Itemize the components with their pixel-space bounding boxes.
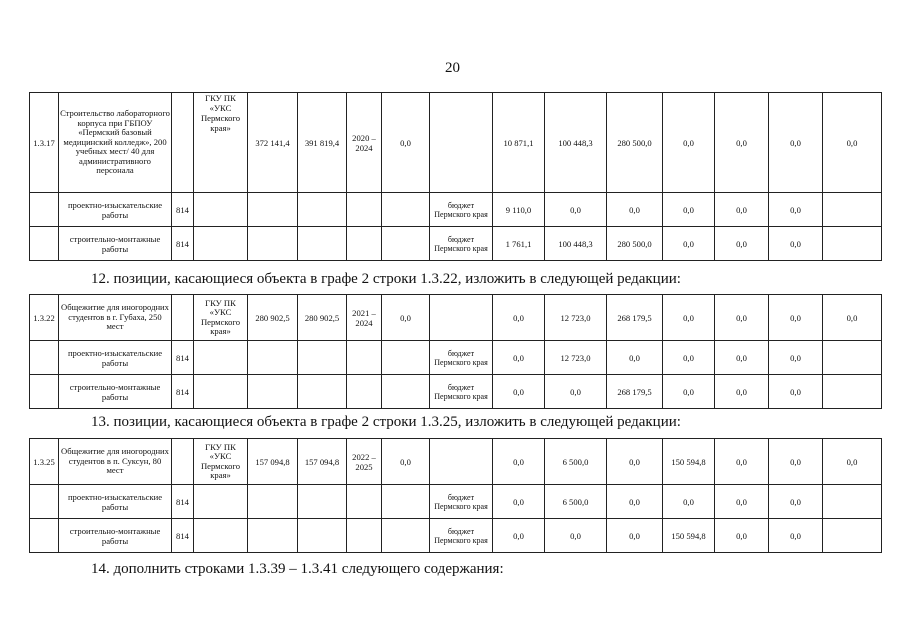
value-cell: 150 594,8 — [663, 519, 715, 553]
value-cell — [382, 227, 430, 261]
value-cell: 0,0 — [769, 295, 823, 341]
value-cell: 0,0 — [607, 341, 663, 375]
section-heading-13: 13. позиции, касающиеся объекта в графе 2 строки 1.3.25, изложить в следующей редакции: — [91, 414, 681, 430]
value-cell: 0,0 — [607, 193, 663, 227]
period-cell: 2022 – 2025 — [347, 439, 382, 485]
value-cell: 0,0 — [663, 93, 715, 193]
source-cell: бюджет Пермского края — [430, 227, 493, 261]
value-cell: 12 723,0 — [545, 295, 607, 341]
period-cell: 2020 – 2024 — [347, 93, 382, 193]
value-cell: 0,0 — [382, 93, 430, 193]
value-cell: 372 141,4 — [248, 93, 298, 193]
period-cell — [347, 375, 382, 409]
value-cell: 268 179,5 — [607, 295, 663, 341]
value-cell: 0,0 — [663, 227, 715, 261]
value-cell: 157 094,8 — [298, 439, 347, 485]
page-number: 20 — [445, 60, 460, 76]
value-cell — [298, 193, 347, 227]
customer-cell — [194, 485, 248, 519]
code-cell: 814 — [172, 227, 194, 261]
value-cell — [248, 375, 298, 409]
table-row — [30, 193, 882, 227]
value-cell: 0,0 — [769, 341, 823, 375]
code-cell: 814 — [172, 519, 194, 553]
value-cell: 0,0 — [715, 193, 769, 227]
value-cell: 0,0 — [715, 375, 769, 409]
value-cell — [298, 485, 347, 519]
row-number — [30, 193, 59, 227]
value-cell: 10 871,1 — [493, 93, 545, 193]
table-row-1-3-25 — [29, 438, 882, 553]
value-cell: 268 179,5 — [607, 375, 663, 409]
value-cell — [823, 341, 882, 375]
value-cell — [248, 341, 298, 375]
row-number: 1.3.25 — [30, 439, 59, 485]
source-cell — [430, 295, 493, 341]
value-cell: 0,0 — [823, 439, 882, 485]
section-heading-14: 14. дополнить строками 1.3.39 – 1.3.41 следующего содержания: — [91, 561, 504, 577]
customer-cell — [194, 341, 248, 375]
table-row — [30, 375, 882, 409]
value-cell: 12 723,0 — [545, 341, 607, 375]
value-cell — [298, 375, 347, 409]
table-row — [30, 519, 882, 553]
row-number — [30, 519, 59, 553]
value-cell — [382, 519, 430, 553]
table-row — [30, 295, 882, 341]
value-cell: 0,0 — [715, 341, 769, 375]
value-cell — [298, 519, 347, 553]
value-cell: 0,0 — [769, 193, 823, 227]
table-row — [30, 93, 882, 193]
period-cell — [347, 519, 382, 553]
period-cell — [347, 193, 382, 227]
source-cell: бюджет Пермского края — [430, 341, 493, 375]
code-cell: 814 — [172, 193, 194, 227]
value-cell: 0,0 — [607, 485, 663, 519]
value-cell: 0,0 — [382, 295, 430, 341]
source-cell: бюджет Пермского края — [430, 485, 493, 519]
table-row — [30, 227, 882, 261]
work-type: строительно-монтажные работы — [59, 375, 172, 409]
source-cell: бюджет Пермского края — [430, 519, 493, 553]
table-row — [30, 439, 882, 485]
period-cell — [347, 341, 382, 375]
value-cell: 0,0 — [545, 193, 607, 227]
value-cell — [382, 341, 430, 375]
code-cell: 814 — [172, 375, 194, 409]
customer-cell: ГКУ ПК «УКС Пермского края» — [194, 439, 248, 485]
row-number — [30, 227, 59, 261]
value-cell: 0,0 — [663, 295, 715, 341]
object-name: Строительство лабораторного корпуса при ГБПОУ «Пермский базовый медицинский колледж», 200 учебных мест/ 40 для административного персонала — [59, 93, 172, 193]
value-cell: 0,0 — [715, 227, 769, 261]
value-cell: 0,0 — [769, 519, 823, 553]
code-cell — [172, 93, 194, 193]
table-row — [30, 341, 882, 375]
value-cell — [823, 375, 882, 409]
period-cell: 2021 – 2024 — [347, 295, 382, 341]
value-cell: 0,0 — [493, 341, 545, 375]
customer-cell — [194, 193, 248, 227]
table-row — [30, 485, 882, 519]
value-cell: 0,0 — [663, 341, 715, 375]
value-cell: 100 448,3 — [545, 227, 607, 261]
value-cell: 0,0 — [663, 375, 715, 409]
code-cell — [172, 439, 194, 485]
customer-cell — [194, 375, 248, 409]
value-cell: 0,0 — [769, 375, 823, 409]
work-type: строительно-монтажные работы — [59, 519, 172, 553]
code-cell — [172, 295, 194, 341]
value-cell: 0,0 — [769, 93, 823, 193]
source-cell — [430, 439, 493, 485]
value-cell: 0,0 — [493, 439, 545, 485]
work-type: проектно-изыскательские работы — [59, 193, 172, 227]
object-name: Общежитие для иногородних студентов в г. Губаха, 250 мест — [59, 295, 172, 341]
table-row-1-3-22 — [29, 294, 882, 409]
period-cell — [347, 485, 382, 519]
value-cell — [382, 193, 430, 227]
value-cell — [382, 375, 430, 409]
object-name: Общежитие для иногородних студентов в п. Суксун, 80 мест — [59, 439, 172, 485]
value-cell: 0,0 — [823, 295, 882, 341]
value-cell: 0,0 — [715, 93, 769, 193]
value-cell: 0,0 — [493, 295, 545, 341]
row-number — [30, 341, 59, 375]
row-number — [30, 485, 59, 519]
source-cell: бюджет Пермского края — [430, 375, 493, 409]
value-cell: 100 448,3 — [545, 93, 607, 193]
section-heading-12: 12. позиции, касающиеся объекта в графе 2 строки 1.3.22, изложить в следующей редакции: — [91, 271, 681, 287]
work-type: проектно-изыскательские работы — [59, 485, 172, 519]
value-cell: 157 094,8 — [248, 439, 298, 485]
value-cell: 0,0 — [493, 485, 545, 519]
value-cell: 0,0 — [607, 519, 663, 553]
value-cell — [823, 519, 882, 553]
value-cell — [298, 227, 347, 261]
value-cell: 0,0 — [715, 439, 769, 485]
value-cell — [248, 227, 298, 261]
value-cell: 280 500,0 — [607, 227, 663, 261]
value-cell — [823, 227, 882, 261]
value-cell: 280 500,0 — [607, 93, 663, 193]
value-cell: 0,0 — [769, 439, 823, 485]
value-cell: 1 761,1 — [493, 227, 545, 261]
value-cell — [298, 341, 347, 375]
value-cell: 0,0 — [715, 519, 769, 553]
value-cell: 0,0 — [545, 519, 607, 553]
value-cell: 0,0 — [769, 227, 823, 261]
value-cell: 0,0 — [715, 295, 769, 341]
source-cell — [430, 93, 493, 193]
value-cell — [248, 519, 298, 553]
value-cell: 0,0 — [663, 193, 715, 227]
value-cell — [823, 485, 882, 519]
row-number: 1.3.22 — [30, 295, 59, 341]
customer-cell: ГКУ ПК «УКС Пермского края» — [194, 93, 248, 193]
customer-cell — [194, 227, 248, 261]
value-cell: 0,0 — [493, 375, 545, 409]
table-row-1-3-17 — [29, 92, 882, 261]
customer-cell: ГКУ ПК «УКС Пермского края» — [194, 295, 248, 341]
value-cell: 150 594,8 — [663, 439, 715, 485]
value-cell: 0,0 — [823, 93, 882, 193]
value-cell — [382, 485, 430, 519]
work-type: проектно-изыскательские работы — [59, 341, 172, 375]
value-cell — [248, 193, 298, 227]
value-cell: 0,0 — [715, 485, 769, 519]
value-cell — [823, 193, 882, 227]
value-cell: 0,0 — [769, 485, 823, 519]
value-cell: 9 110,0 — [493, 193, 545, 227]
value-cell: 0,0 — [493, 519, 545, 553]
code-cell: 814 — [172, 485, 194, 519]
source-cell: бюджет Пермского края — [430, 193, 493, 227]
value-cell: 391 819,4 — [298, 93, 347, 193]
code-cell: 814 — [172, 341, 194, 375]
value-cell: 0,0 — [607, 439, 663, 485]
customer-cell — [194, 519, 248, 553]
work-type: строительно-монтажные работы — [59, 227, 172, 261]
value-cell — [248, 485, 298, 519]
value-cell: 0,0 — [382, 439, 430, 485]
value-cell: 0,0 — [663, 485, 715, 519]
value-cell: 6 500,0 — [545, 439, 607, 485]
value-cell: 0,0 — [545, 375, 607, 409]
row-number — [30, 375, 59, 409]
row-number: 1.3.17 — [30, 93, 59, 193]
period-cell — [347, 227, 382, 261]
value-cell: 280 902,5 — [298, 295, 347, 341]
value-cell: 280 902,5 — [248, 295, 298, 341]
value-cell: 6 500,0 — [545, 485, 607, 519]
